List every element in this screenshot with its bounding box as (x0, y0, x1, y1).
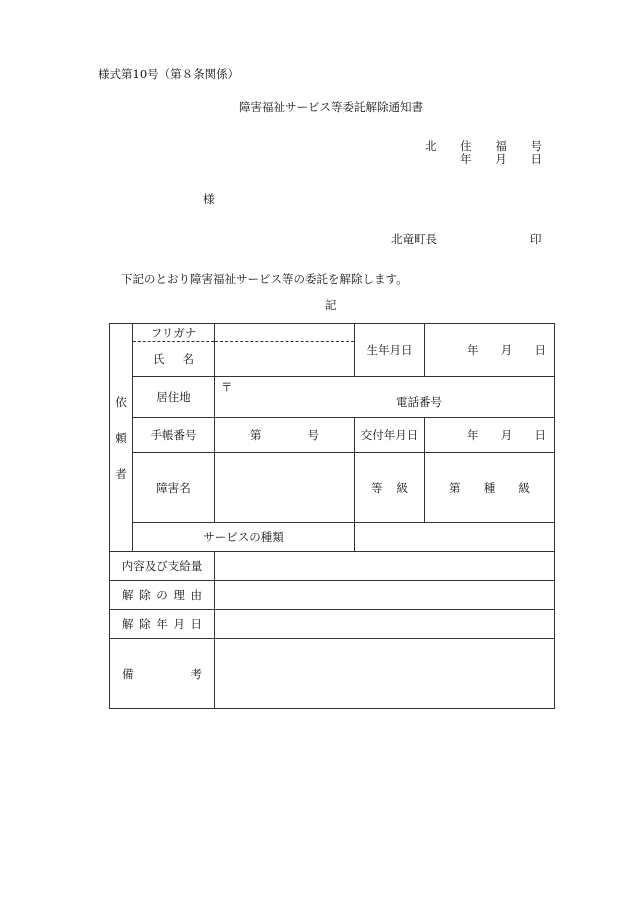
date-year: 年 (460, 152, 472, 166)
date-day: 日 (530, 152, 542, 166)
cancel-date-char: 年 (156, 617, 168, 631)
requester-char: 頼 (115, 430, 127, 445)
service-type-label: サービスの種類 (133, 523, 355, 552)
month-char: 月 (500, 343, 513, 357)
addressee-suffix: 様 (203, 192, 215, 206)
year-char: 年 (467, 343, 479, 357)
residence-field[interactable] (215, 377, 555, 418)
name-char: 氏 (153, 352, 165, 366)
birthdate-label: 生年月日 (355, 324, 425, 377)
ki-label: 記 (325, 298, 337, 312)
grade-char: 級 (396, 480, 408, 495)
reason-char: 由 (190, 588, 202, 602)
grade-char: 等 (371, 480, 383, 495)
birthdate-field[interactable] (425, 324, 555, 377)
cancel-date-char: 除 (139, 617, 151, 631)
form-number: 様式第10号（第８条関係） (98, 67, 240, 81)
day-char: 日 (534, 428, 546, 442)
requester-char: 依 (115, 394, 127, 409)
doc-number-part: 号 (530, 139, 542, 153)
grade-value-char: 第 (449, 480, 461, 495)
grade-field[interactable] (425, 453, 555, 523)
reason-label (110, 581, 215, 610)
furigana-label: フリガナ (133, 324, 215, 342)
grade-value-char: 級 (518, 480, 530, 495)
furigana-field[interactable] (215, 324, 355, 342)
grade-label (355, 453, 425, 523)
date-month: 月 (495, 152, 507, 166)
day-char: 日 (534, 343, 546, 357)
cancel-date-char: 日 (190, 617, 202, 631)
remarks-char: 考 (190, 666, 202, 681)
doc-number-part: 福 (495, 139, 507, 153)
disability-label: 障害名 (133, 453, 215, 523)
content-label: 内容及び支給量 (110, 552, 215, 581)
postal-mark: 〒 (221, 380, 233, 394)
name-char: 名 (182, 352, 194, 366)
cancel-date-char: 月 (173, 617, 185, 631)
seal-mark: 印 (530, 232, 542, 246)
doc-number-part: 住 (460, 139, 472, 153)
handbook-no-char: 第 (250, 428, 262, 442)
remarks-label (110, 639, 215, 709)
issuer-name: 北竜町長 (391, 232, 437, 246)
reason-char: 理 (173, 588, 185, 602)
reason-field[interactable] (215, 581, 555, 610)
content-field[interactable] (215, 552, 555, 581)
year-char: 年 (467, 428, 479, 442)
reason-char: 解 (122, 588, 134, 602)
disability-field[interactable] (215, 453, 355, 523)
cancel-date-label (110, 610, 215, 639)
name-label (133, 342, 215, 377)
cancel-date-field[interactable] (215, 610, 555, 639)
month-char: 月 (500, 428, 513, 442)
name-field[interactable] (215, 342, 355, 377)
requester-char: 者 (115, 466, 127, 481)
handbook-label: 手帳番号 (133, 418, 215, 453)
remarks-char: 備 (122, 666, 134, 681)
doc-date (460, 151, 542, 167)
requester-label (110, 324, 133, 552)
remarks-field[interactable] (215, 639, 555, 709)
document-title: 障害福祉サービス等委託解除通知書 (239, 100, 423, 114)
grade-value-char: 種 (483, 480, 496, 495)
issue-date-label: 交付年月日 (355, 418, 425, 453)
form-table (109, 323, 555, 709)
handbook-no-char: 号 (307, 428, 319, 442)
doc-number-part: 北 (425, 139, 437, 153)
phone-label: 電話番号 (396, 395, 442, 409)
issue-date-field[interactable] (425, 418, 555, 453)
body-text: 下記のとおり障害福祉サービス等の委託を解除します。 (121, 272, 408, 286)
residence-label: 居住地 (133, 377, 215, 418)
cancel-date-char: 解 (122, 617, 134, 631)
reason-char: 除 (139, 588, 151, 602)
handbook-field[interactable] (215, 418, 355, 453)
service-type-field[interactable] (355, 523, 555, 552)
reason-char: の (156, 588, 168, 602)
